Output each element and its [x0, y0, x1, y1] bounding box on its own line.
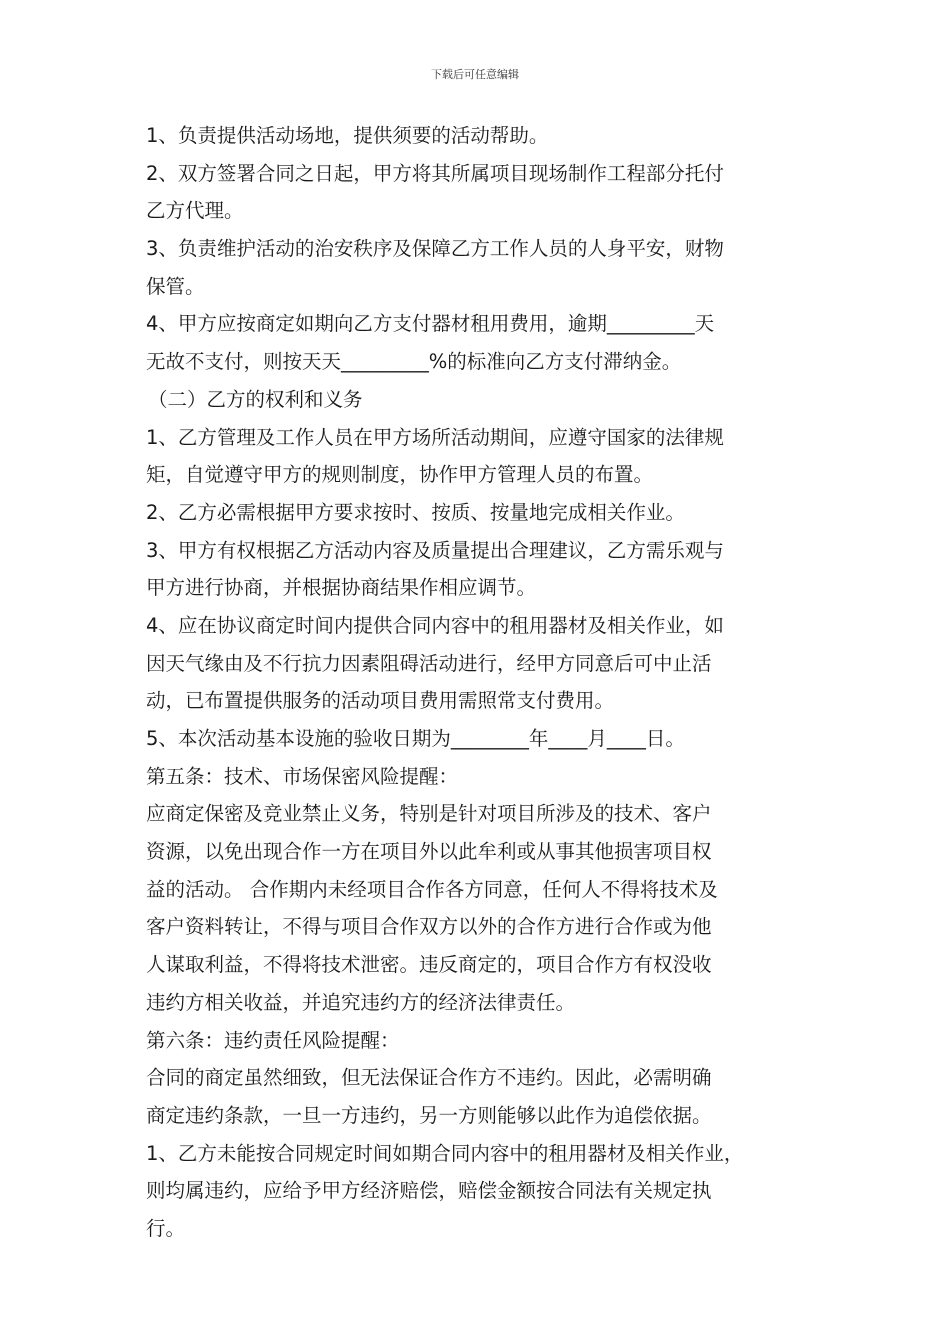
text-line: 1、乙方管理及工作人员在甲方场所活动期间，应遵守国家的法律规: [146, 425, 724, 449]
text-line: 则均属违约，应给予甲方经济赔偿，赔偿金额按合同法有关规定执: [146, 1179, 712, 1203]
text-line: 人谋取利益，不得将技术泄密。违反商定的，项目合作方有权没收: [146, 953, 712, 977]
text-line: 资源，以免出现合作一方在项目外以此牟利或从事其他损害项目权: [146, 840, 712, 864]
text-line: 2、双方签署合同之日起，甲方将其所属项目现场制作工程部分托付: [146, 161, 724, 185]
text-line: 2、乙方必需根据甲方要求按时、按质、按量地完成相关作业。: [146, 500, 685, 524]
text-line: 动，已布置提供服务的活动项目费用需照常支付费用。: [146, 689, 615, 713]
text-line: 合同的商定虽然细致，但无法保证合作方不违约。因此，必需明确: [146, 1066, 712, 1090]
text-line: 商定违约条款，一旦一方违约，另一方则能够以此作为追偿依据。: [146, 1103, 712, 1127]
text-line: 乙方代理。: [146, 199, 244, 223]
text-line: 行。: [146, 1216, 186, 1240]
text-line: 5、本次活动基本设施的验收日期为________年____月____日。: [146, 727, 685, 750]
text-line: 1、乙方未能按合同规定时间如期合同内容中的租用器材及相关作业，: [146, 1141, 744, 1165]
text-line: 无故不支付，则按天天_________%的标准向乙方支付滞纳金。: [146, 350, 682, 374]
text-line: 4、甲方应按商定如期向乙方支付器材租用费用，逾期_________天: [146, 312, 715, 336]
text-line: 1、负责提供活动场地，提供须要的活动帮助。: [146, 124, 549, 147]
text-line: 因天气缘由及不行抗力因素阻碍活动进行，经甲方同意后可中止活: [146, 651, 712, 675]
text-line: 矩，自觉遵守甲方的规则制度，协作甲方管理人员的布置。: [146, 463, 654, 487]
page-header: 下载后可任意编辑: [431, 68, 519, 81]
text-line: 益的活动。 合作期内未经项目合作各方同意，任何人不得将技术及: [146, 877, 718, 901]
text-line: 3、甲方有权根据乙方活动内容及质量提出合理建议，乙方需乐观与: [146, 538, 724, 562]
text-line: 违约方相关收益，并追究违约方的经济法律责任。: [146, 990, 576, 1014]
text-line: 4、应在协议商定时间内提供合同内容中的租用器材及相关作业，如: [146, 613, 724, 637]
text-line: 应商定保密及竞业禁止义务，特别是针对项目所涉及的技术、客户: [146, 802, 712, 826]
text-line: 客户资料转让，不得与项目合作双方以外的合作方进行合作或为他: [146, 915, 712, 939]
text-line: 保管。: [146, 274, 205, 298]
document-body: [146, 117, 818, 1248]
text-line: 第六条：违约责任风险提醒：: [146, 1028, 400, 1052]
text-line: 甲方进行协商，并根据协商结果作相应调节。: [146, 576, 537, 600]
text-line: （二）乙方的权利和义务: [148, 387, 363, 411]
text-line: 第五条：技术、市场保密风险提醒：: [146, 764, 459, 788]
text-line: 3、负责维护活动的治安秩序及保障乙方工作人员的人身平安，财物: [146, 237, 724, 261]
